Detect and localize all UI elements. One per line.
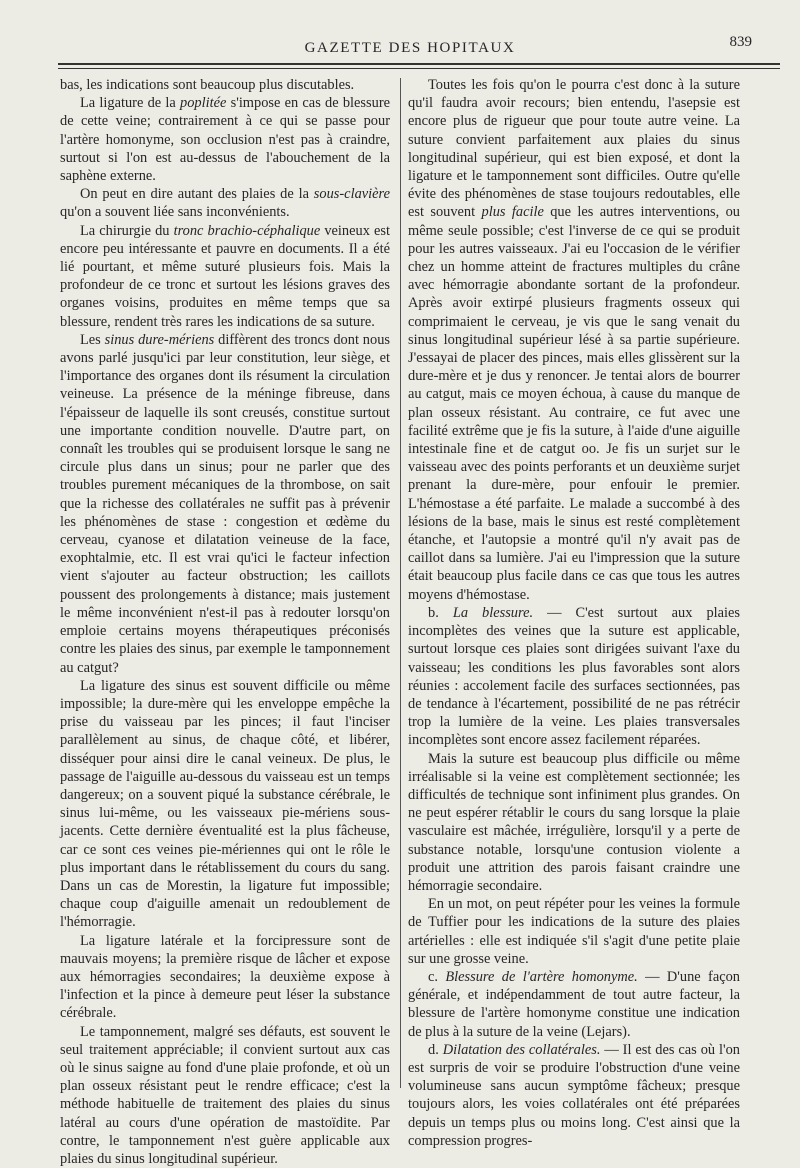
paragraph-sinus — [60, 331, 390, 677]
text: que les autres interventions, ou même seule possible; c'est l'inverse de ce qui se produit pour les autres vaisseaux. J'ai eu l'occasion de le vérifier chez un homme atteint de fractures multiples du crâne avec hémorragie abondante sortant de la profondeur. Après avoir extirpé plusieurs fragments osseux qui comprimaient le cerveau, je vis que le sang venait du sinus longitudinal supérieur lésé à sa partie supérieure. J'essayai de placer des pinces, mais elles glissèrent sur la dure-mère et je dus y renoncer. Je tentai alors de bourrer au catgut, mais ce moyen échoua, à cause du manque de plan osseux résistant. Au contraire, ce fut avec une facilité extrême que je fis la suture, à l'aide d'une aiguille intestinale fine et de catgut oo. Je fis un surjet sur le vaisseau avec des points perforants et un deuxième surjet prenant la dure-mère, pour enfouir le premier. L'hémostase a été parfaite. Le malade a succombé à des lésions de la base, mais le sinus est resté complètement étanche, et l'autopsie a montré qu'il n'y avait pas de caillot dans sa lumière. J'ai eu l'impression que la suture était beaucoup plus facile dans ce cas que tous les autres moyens d'hémostase. — [408, 204, 740, 603]
text: Toutes les fois qu'on le pourra c'est donc à la suture qu'il faudra avoir recours; bien entendu, l'asepsie est encore plus de rigueur que pour toute autre veine. La suture convient parfaitement aux plaies du sinus longitudinal supérieur, qui est bien exposé, et dont la ligature et le tamponnement sont difficiles. Outre qu'elle évite des phénomènes de stase toujours redoutables, elle est souvent — [408, 77, 740, 221]
text: Les — [80, 331, 105, 348]
text: diffèrent des troncs dont nous avons parlé jusqu'ici par leur constitution, leur siège, et l'importance des organes dont ils résument la circulation veineuse. La présence de la méninge fibreuse, dans l'épaisseur de laquelle ils sont creusés, constitue surtout une importante condition nouvelle. D'autre part, on connaît les troubles qui se produisent lorsque le sang ne circule plus dans un sinus; pour ne parler que des troubles purement mécaniques de la thrombose, on sait que la richesse des collatérales ne suffit pas à prévenir les phénomènes de stase : congestion et œdème du cerveau, cyanose et dilatation veineuse de la face, exophtalmie, etc. Il est vrai qu'ici le facteur infection vient s'ajouter au facteur obstruction; les caillots poussent des prolongements à distance; mais justement le même inconvénient n'est-il pas à redouter lorsqu'on emploie certains moyens thérapeutiques préconisés contre les plaies des sinus, par exemple le tamponnement au catgut? — [60, 331, 390, 676]
italic-term: sinus dure-mériens — [104, 331, 215, 348]
page-header — [70, 30, 750, 60]
header-rule-thin — [58, 68, 780, 69]
paragraph-ligature-laterale: La ligature latérale et la forcipressure sont de mauvais moyens; la première risque de lâcher et expose aux hémorragies secondaires; la deuxième expose à l'infection et la pince à demeure peut léser la substance cérébrale. — [60, 932, 390, 1022]
paragraph-continuation — [60, 76, 390, 94]
text: b. — [428, 604, 453, 621]
text: On peut en dire autant des plaies de la — [80, 186, 314, 203]
text: d. — [428, 1041, 443, 1058]
italic-heading: La blessure. — [452, 604, 534, 621]
right-column — [408, 76, 740, 1150]
italic-term: plus facile — [481, 204, 544, 221]
text: c. — [428, 968, 446, 985]
paragraph-tronc — [60, 222, 390, 331]
column-separator — [400, 78, 401, 1088]
paragraph-artere-homonyme — [408, 968, 740, 1041]
italic-term: poplitée — [180, 95, 227, 112]
paragraph-la-blessure — [408, 604, 740, 750]
text: — Il est des cas où l'on est surpris de voir se produire l'obstruction d'une veine volumineuse sans aucun symptôme fâcheux; presque toujours alors, les voies collatérales ont été préparées depuis un temps plus ou moins long. C'est ainsi que la compression progres- — [408, 1041, 740, 1149]
running-title: GAZETTE DES HOPITAUX — [304, 40, 516, 56]
paragraph-tamponnement: Le tamponnement, malgré ses défauts, est souvent le seul traitement appréciable; il convient surtout aux cas où le sinus saigne au fond d'une plaie profonde, et où un plan osseux résistant peut le rendre efficace; c'est la méthode habituelle de traitement des plaies du sinus latéral au cours d'une opération de mastoïdite. Par contre, le tamponnement n'est guère applicable aux plaies du sinus longitudinal supérieur. — [60, 1023, 390, 1167]
paragraph-suture — [408, 76, 740, 604]
paragraph-poplitee — [60, 94, 390, 185]
paragraph-collaterales — [408, 1041, 740, 1150]
italic-heading: Blessure de l'artère homonyme. — [445, 968, 638, 985]
text: s'impose en cas de blessure de cette veine; contrairement à ce qui se passe pour l'artère homonyme, son occlusion n'est pas à craindre, surtout si l'on est au-dessus de l'abouchement de la saphène externe. — [60, 95, 390, 185]
paragraph-sous-claviere — [60, 185, 390, 221]
text: veineux est encore peu intéressante et pauvre en documents. Il a été lié pourtant, et même suturé plusieurs fois. Mais la profondeur de ce tronc et surtout les lésions graves des organes voisins, produites en même temps que sa blessure, rendent très rares les indications de sa suture. — [60, 222, 390, 330]
text: — D'une façon générale, et indépendamment de tout autre facteur, la blessure de l'artère homonyme constitue une indication de plus à la suture de la veine (Lejars). — [408, 968, 740, 1040]
paragraph-suture-difficile: Mais la suture est beaucoup plus difficile ou même irréalisable si la veine est complètement sectionnée; les difficultés de technique sont infiniment plus grandes. On ne peut espérer rétablir le cours du sang lorsque la plaie vasculaire est mâchée, irrégulière, lorsqu'il y a perte de substance notable, lorsqu'une contusion violente a produit une attrition des parois faisant craindre une hémorragie secondaire. — [408, 750, 740, 894]
italic-heading: Dilatation des collatérales. — [442, 1041, 601, 1058]
text: bas, les indications sont beaucoup plus discutables. — [60, 77, 355, 93]
text: qu'on a souvent liée sans inconvénients. — [60, 204, 290, 221]
text: — C'est surtout aux plaies incomplètes des veines que la suture est applicable, surtout lorsque ces plaies sont dirigées suivant l'axe du vaisseau; les conditions les plus favorables sont alors réunies : accolement facile des surfaces sectionnées, pas de tendance à l'écartement, possibilité de ne pas rétrécir trop la lumière de la veine. Les plaies transversales incomplètes sont encore assez facilement réparées. — [408, 604, 741, 749]
header-rule-thick — [58, 63, 780, 65]
left-column — [60, 76, 390, 1168]
italic-term: sous-clavière — [313, 186, 390, 203]
paragraph-en-un-mot: En un mot, on peut répéter pour les veines la formule de Tuffier pour les indications de la suture des plaies artérielles : elle est indiquée s'il s'agit d'une petite plaie sur une grosse veine. — [408, 896, 740, 967]
text: La ligature de la — [80, 95, 181, 112]
page-number: 839 — [729, 34, 752, 50]
italic-term: tronc brachio-céphalique — [173, 222, 321, 239]
text: La chirurgie du — [80, 222, 174, 239]
paragraph-ligature: La ligature des sinus est souvent difficile ou même impossible; la dure-mère qui les enveloppe empêche la prise du vaisseau par les pinces; il faut l'inciser parallèlement au sinus, de chaque côté, et libérer, disséquer pour ainsi dire le canal veineux. De plus, le passage de l'aiguille au-dessous du vaisseau est un temps dangereux; on a souvent piqué la substance cérébrale, le sinus lui-même, ou les vaisseaux pie-mériens sous-jacents. Cette dernière éventualité est la plus fâcheuse, car ce sont ces veines pie-mériennes qui ont le rôle le plus important dans le rétablissement du cours du sang. Dans un cas de Morestin, la ligature fut impossible; chaque coup d'aiguille amenait un redoublement de l'hémorragie. — [60, 677, 390, 931]
